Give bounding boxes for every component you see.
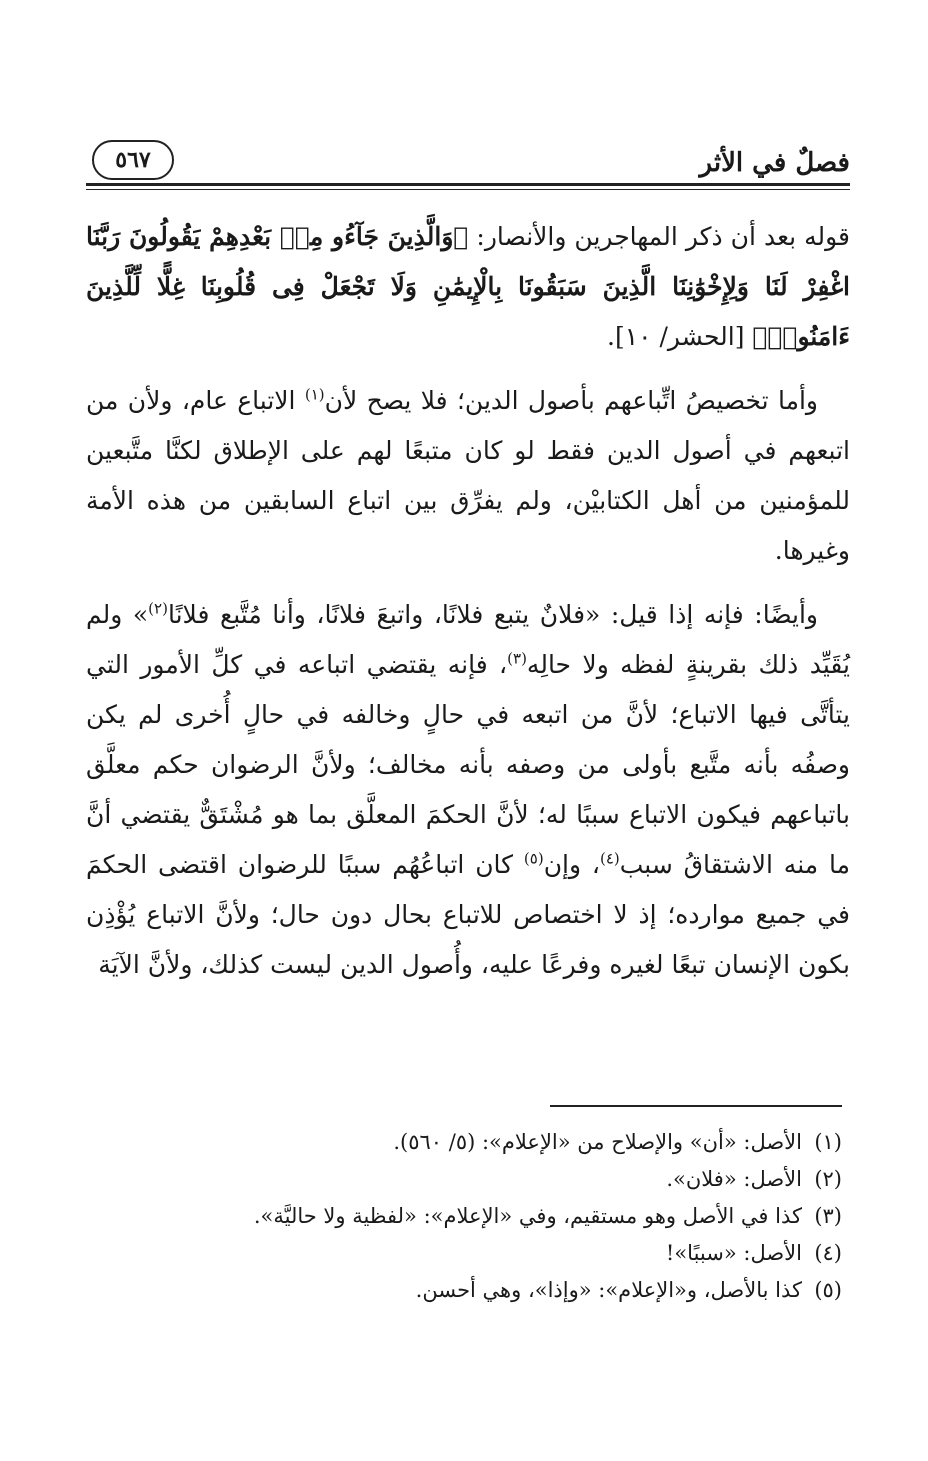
footnote-item [142,1124,842,1161]
footnote-number: (٥) [814,1278,842,1302]
footnote-number: (١) [814,1130,842,1154]
verse-reference: [الحشر/ ١٠]. [607,322,753,351]
footnote-item [142,1272,842,1309]
header-rule-thin [86,189,850,190]
paragraph-2 [86,376,850,576]
footnote-number: (٤) [814,1241,842,1265]
footnote-text: كذا في الأصل وهو مستقيم، وفي «الإعلام»: «لفظية ولا حاليَّة». [253,1204,802,1228]
footnote-item [142,1198,842,1235]
footnote-ref-4: (٤) [599,849,620,868]
paragraph-1-intro: قوله بعد أن ذكر المهاجرين والأنصار: [468,222,850,251]
paragraph-3-text-c: ، فإنه يقتضي اتباعه في كلِّ الأمور التي يتأتَّى فيها الاتباع؛ لأنَّ من اتبعه في حالٍ وخالفه في حالٍ أُخرى لم يكن وصفُه بأنه متَّبع بأولى من وصفه بأنه مخالف؛ ولأنَّ الرضوان حكم معلَّق باتباعهم فيكون الاتباع سببًا له؛ لأنَّ الحكمَ المعلَّق بما هو مُشْتَقٌّ يقتضي أنَّ ما منه الاشتقاقُ سبب [86,650,850,879]
footnote-item [142,1235,842,1272]
footnote-text: الأصل: «أن» والإصلاح من «الإعلام»: (٥/ ٥٦٠). [393,1130,802,1154]
footnote-number: (٣) [814,1204,842,1228]
footnote-item [142,1161,842,1198]
footnote-ref-5: (٥) [523,849,544,868]
paragraph-3-text-d: ، وإن [543,850,600,879]
paragraph-3-text-b: » ولم يُقَيِّد ذلك بقرينةٍ لفظه ولا حالِه [86,600,851,679]
footnote-ref-3: (٣) [507,649,527,668]
footnote-text: الأصل: «سببًا»! [665,1241,802,1265]
paragraph-2-text-a: وأما تخصيصُ اتِّباعهم بأصول الدين؛ فلا يصح لأن [324,386,818,415]
main-text [86,212,850,1004]
paragraph-3-text-a: وأيضًا: فإنه إذا قيل: «فلانٌ يتبع فلانًا، واتبعَ فلانًا، وأنا مُتَّبع فلانًا [167,600,818,629]
paragraph-3 [86,590,850,990]
footnote-text: كذا بالأصل، و«الإعلام»: «وإذا»، وهي أحسن. [415,1278,802,1302]
footnote-ref-1: (١) [304,385,325,404]
paragraph-1 [86,212,850,362]
footnote-separator [550,1105,842,1107]
paragraph-3-text-e: كان اتباعُهُم سببًا للرضوان اقتضى الحكمَ في جميع موارده؛ إذ لا اختصاص للاتباع بحال دون حال؛ ولأنَّ الاتباع يُؤْذِن بكون الإنسان تبعًا لغيره وفرعًا عليه، وأُصول الدين ليست كذلك، ولأنَّ الآيَة [86,850,850,979]
header-rule-thick [86,183,850,186]
footnote-ref-2: (٢) [148,599,168,618]
quran-verse: ﴿وَالَّذِينَ جَآءُو مِنۢ بَعْدِهِمْ يَقُولُونَ رَبَّنَا اغْفِرْ لَنَا وَلِإِخْوَٰنِنَا الَّذِينَ سَبَقُونَا بِالْإِيمَٰنِ وَلَا تَجْعَلْ فِى قُلُوبِنَا غِلًّا لِّلَّذِينَ ءَامَنُوا۟﴾ [86,222,850,351]
running-title: فصلٌ في الأثر [699,148,850,178]
footnote-number: (٢) [814,1167,842,1191]
footnotes-list [142,1124,842,1309]
footnote-text: الأصل: «فلان». [666,1167,802,1191]
page-number-badge: ٥٦٧ [92,140,174,180]
page-header [86,140,850,184]
paragraph-2-text-b: الاتباع عام، ولأن من اتبعهم في أصول الدين فقط لو كان متبعًا لهم على الإطلاق لكنَّا متَّبعين للمؤمنين من أهل الكتابيْن، ولم يفرِّق بين اتباع السابقين من هذه الأمة وغيرها. [86,386,850,565]
